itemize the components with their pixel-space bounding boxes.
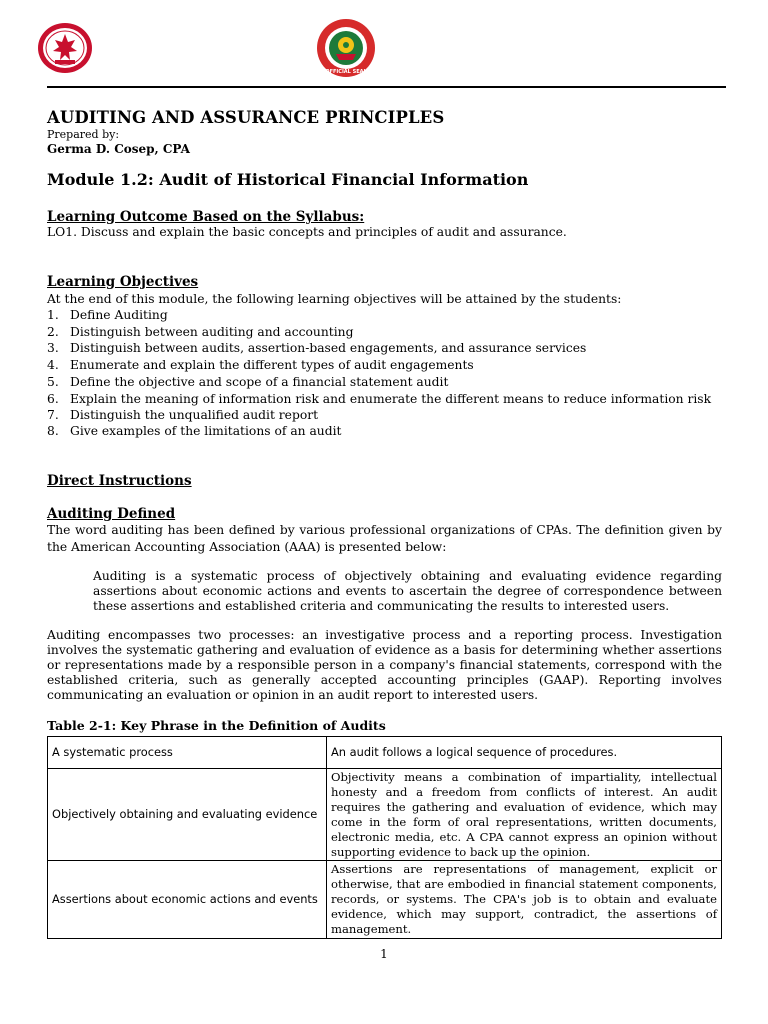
objective-item: 8. Give examples of the limitations of an audit bbox=[47, 424, 342, 439]
key-phrase-table bbox=[47, 736, 722, 939]
table-cell-meaning: An audit follows a logical sequence of procedures. bbox=[327, 737, 722, 769]
page-number: 1 bbox=[380, 947, 388, 961]
school-seal-logo bbox=[37, 22, 93, 74]
table-cell-meaning: Assertions are representations of management, explicit or otherwise, that are embodied in financial statement components, records, or systems. The CPA's job is to obtain and evaluate evidence, which may support, contradict, the assertions of management. bbox=[327, 861, 722, 939]
learning-objectives-heading: Learning Objectives bbox=[47, 274, 199, 290]
objective-item: 5. Define the objective and scope of a financial statement audit bbox=[47, 374, 449, 389]
table-row bbox=[48, 737, 722, 769]
table-row bbox=[48, 769, 722, 861]
table-cell-phrase: Assertions about economic actions and events bbox=[48, 861, 327, 939]
auditing-defined-intro: The word auditing has been defined by various professional organizations of CPAs. The definition given by the American Accounting Association (AAA) is presented below: bbox=[47, 523, 722, 554]
direct-instructions-heading: Direct Instructions bbox=[47, 473, 192, 489]
table-cell-meaning: Objectivity means a combination of impartiality, intellectual honesty and a freedom from conflicts of interest. An audit requires the gathering and evaluation of evidence, which may come in the form of oral representations, written documents, electronic media, etc. A CPA cannot express an opinion without supporting evidence to back up the opinion. bbox=[327, 769, 722, 861]
objective-item: 3. Distinguish between audits, assertion-based engagements, and assurance services bbox=[47, 341, 587, 356]
objective-item: 2. Distinguish between auditing and accounting bbox=[47, 324, 354, 339]
objective-item: 7. Distinguish the unqualified audit report bbox=[47, 407, 319, 422]
table-caption: Table 2-1: Key Phrase in the Definition of Audits bbox=[47, 718, 386, 733]
author-name: Germa D. Cosep, CPA bbox=[47, 142, 190, 156]
seal-text: OFFICIAL SEAL bbox=[325, 69, 367, 75]
aaa-definition-quote: Auditing is a systematic process of objectively obtaining and evaluating evidence regarding assertions about economic actions and events to ascertain the degree of correspondence between these assertions and established criteria and communicating the results to interested users. bbox=[93, 569, 722, 613]
table-cell-phrase: Objectively obtaining and evaluating evidence bbox=[48, 769, 327, 861]
learning-outcome-text: LO1. Discuss and explain the basic concepts and principles of audit and assurance. bbox=[47, 225, 567, 239]
objectives-list bbox=[47, 307, 722, 440]
official-seal-logo bbox=[316, 18, 376, 78]
course-title: AUDITING AND ASSURANCE PRINCIPLES bbox=[47, 108, 445, 127]
learning-outcome-heading: Learning Outcome Based on the Syllabus: bbox=[47, 209, 365, 225]
table-row bbox=[48, 861, 722, 939]
prepared-by-label: Prepared by: bbox=[47, 128, 120, 141]
auditing-defined-heading: Auditing Defined bbox=[47, 506, 176, 522]
table-cell-phrase: A systematic process bbox=[48, 737, 327, 769]
objectives-intro: At the end of this module, the following learning objectives will be attained by the students: bbox=[47, 292, 622, 306]
auditing-processes-paragraph: Auditing encompasses two processes: an investigative process and a reporting process. Investigation involves the systematic gathering and evaluation of evidence as a basis for determining whether assertions or representations made by a responsible person in a company's financial statements, correspond with the established criteria, such as generally accepted accounting principles (GAAP). Reporting involves communicating an evaluation or opinion in an audit report to interested users. bbox=[47, 628, 722, 702]
module-title: Module 1.2: Audit of Historical Financial Information bbox=[47, 170, 529, 189]
objective-item: 6. Explain the meaning of information risk and enumerate the different means to reduce information risk bbox=[47, 391, 712, 406]
objective-item: 1. Define Auditing bbox=[47, 308, 168, 322]
objective-item: 4. Enumerate and explain the different types of audit engagements bbox=[47, 358, 474, 373]
header-rule bbox=[47, 86, 726, 88]
